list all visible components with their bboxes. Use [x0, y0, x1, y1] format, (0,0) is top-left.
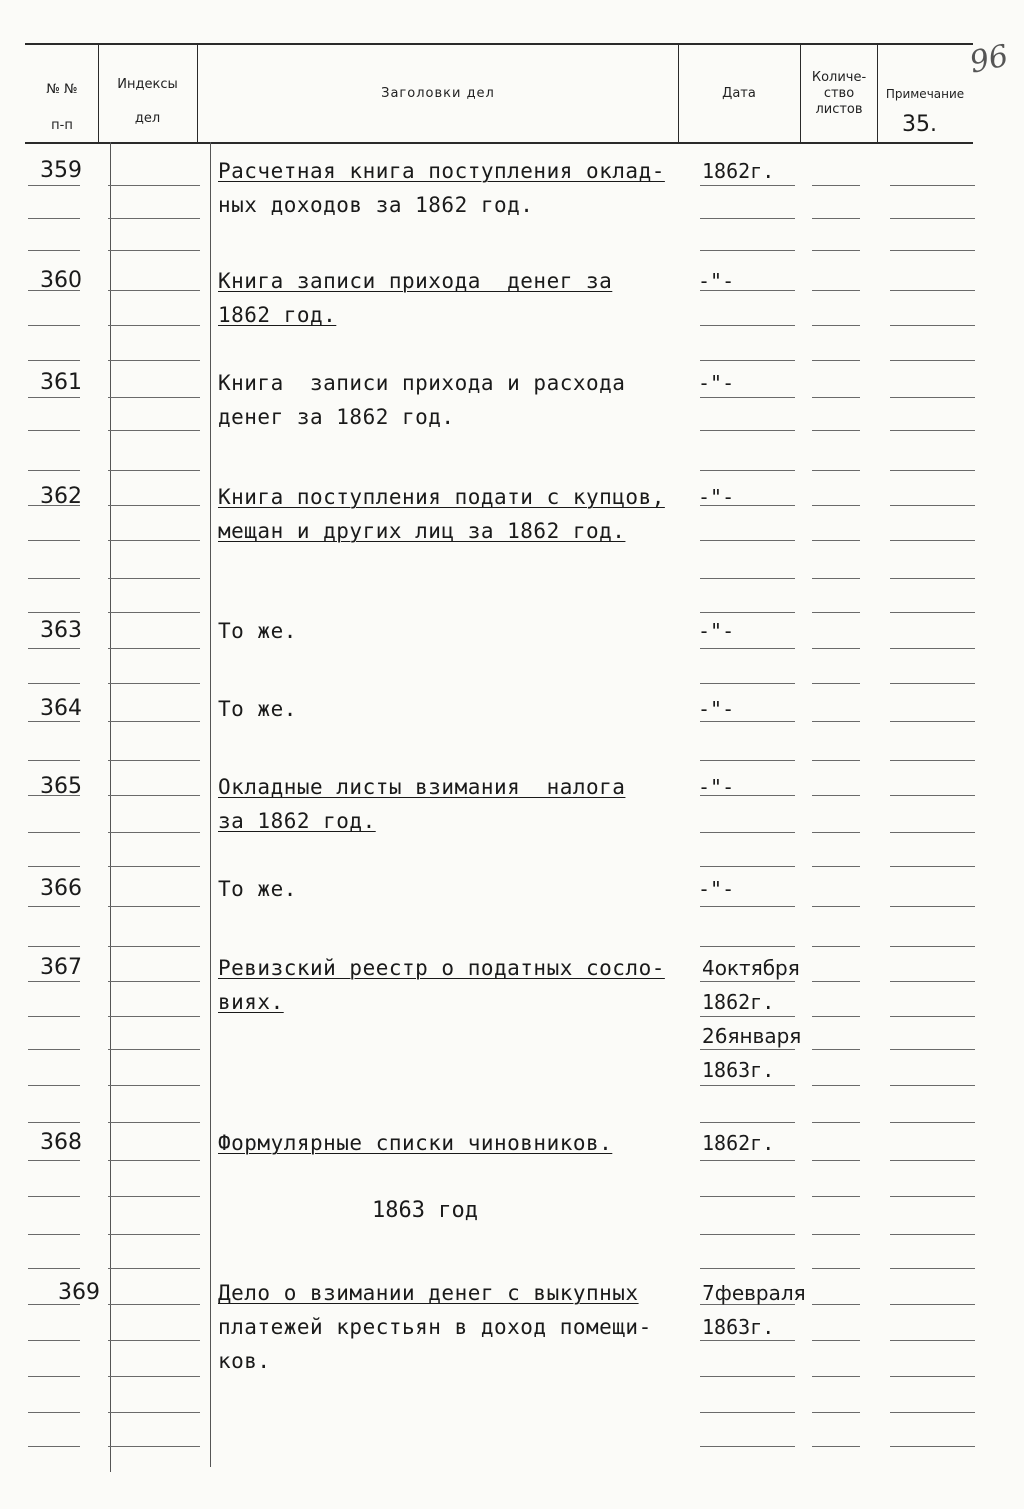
item-date: [698, 872, 734, 906]
item-title-line: Книга записи прихода и расхода: [218, 371, 626, 395]
rule-line: [108, 1160, 200, 1161]
item-title-line: за 1862 год.: [218, 809, 376, 833]
rule-line: [812, 218, 860, 219]
rule-line: [890, 1122, 975, 1123]
rule-line: [812, 360, 860, 361]
rule-line: [108, 470, 200, 471]
rule-line: [812, 325, 860, 326]
col-divider-2: [197, 44, 198, 142]
rule-line: [890, 1376, 975, 1377]
item-date-line: 1862г.: [702, 159, 775, 183]
item-title-line: 1862 год.: [218, 303, 337, 327]
rule-line: [700, 1268, 795, 1269]
item-date-line: -"-: [698, 371, 735, 395]
rule-line: [890, 1196, 975, 1197]
rule-line: [890, 470, 975, 471]
rule-line: [890, 866, 975, 867]
item-title: [218, 951, 665, 1019]
rule-line: [108, 832, 200, 833]
rule-line: [28, 218, 80, 219]
rule-line: [812, 832, 860, 833]
rule-line: [108, 1376, 200, 1377]
rule-line: [108, 1196, 200, 1197]
top-border: [25, 43, 973, 45]
item-number: 360: [40, 268, 82, 293]
rule-line: [812, 1234, 860, 1235]
rule-line: [108, 325, 200, 326]
rule-line: [812, 946, 860, 947]
rule-line: [890, 1160, 975, 1161]
rule-line: [812, 648, 860, 649]
rule-line: [890, 325, 975, 326]
rule-line: [890, 1085, 975, 1086]
rule-line: [28, 430, 80, 431]
item-date-line: -"-: [698, 877, 735, 901]
rule-line: [700, 683, 795, 684]
header-note: Примечание: [885, 87, 965, 101]
rule-line: [890, 1446, 975, 1447]
rule-line: [108, 360, 200, 361]
rule-line: [890, 505, 975, 506]
item-title: [218, 366, 625, 434]
item-date-line: 1863г.: [702, 1315, 775, 1339]
item-title-line: Формулярные списки чиновников.: [218, 1131, 613, 1155]
item-title: [218, 770, 625, 838]
rule-line: [28, 1196, 80, 1197]
rule-line: [108, 1122, 200, 1123]
item-title-line: Расчетная книга поступления оклад-: [218, 159, 665, 183]
item-date: [702, 1126, 774, 1160]
rule-line: [700, 1160, 795, 1161]
rule-line: [700, 470, 795, 471]
rule-line: [812, 540, 860, 541]
rule-line: [28, 1016, 80, 1017]
item-date: [698, 614, 734, 648]
rule-line: [812, 612, 860, 613]
rule-line: [812, 397, 860, 398]
rule-line: [108, 1412, 200, 1413]
rule-line: [700, 1412, 795, 1413]
rule-line: [890, 1234, 975, 1235]
rule-line: [108, 906, 200, 907]
rule-line: [812, 1122, 860, 1123]
rule-line: [890, 1340, 975, 1341]
rule-line: [890, 578, 975, 579]
rule-line: [700, 578, 795, 579]
rule-line: [108, 1085, 200, 1086]
rule-line: [108, 795, 200, 796]
rule-line: [890, 1049, 975, 1050]
rule-line: [812, 1446, 860, 1447]
rule-line: [108, 1234, 200, 1235]
item-title-line: денег за 1862 год.: [218, 405, 455, 429]
rule-line: [812, 470, 860, 471]
rule-line: [700, 218, 795, 219]
item-title: [218, 872, 297, 906]
rule-line: [108, 981, 200, 982]
item-date: [698, 264, 734, 298]
item-title: [218, 692, 297, 726]
rule-line: [890, 1268, 975, 1269]
rule-line: [108, 648, 200, 649]
item-date: [698, 480, 734, 514]
rule-line: [812, 430, 860, 431]
rule-line: [700, 1196, 795, 1197]
item-date: [702, 951, 801, 1087]
rule-line: [890, 360, 975, 361]
header-bottom-border: [25, 142, 973, 144]
rule-line: [812, 760, 860, 761]
rule-line: [28, 578, 80, 579]
rule-line: [812, 906, 860, 907]
rule-line: [108, 397, 200, 398]
rule-line: [812, 1160, 860, 1161]
item-date-line: -"-: [698, 619, 735, 643]
item-title-line: ков.: [218, 1349, 271, 1373]
rule-line: [108, 540, 200, 541]
item-date-line: -"-: [698, 697, 735, 721]
item-title-line: Окладные листы взимания налога: [218, 775, 626, 799]
rule-line: [890, 683, 975, 684]
body-divider-2: [210, 142, 211, 1467]
rule-line: [28, 981, 80, 982]
item-number: 361: [40, 370, 82, 395]
item-date-line: 1863г.: [702, 1058, 775, 1082]
rule-line: [812, 250, 860, 251]
rule-line: [700, 1234, 795, 1235]
item-date-line: 26января: [702, 1024, 802, 1048]
rule-line: [890, 612, 975, 613]
rule-line: [108, 505, 200, 506]
rule-line: [28, 1234, 80, 1235]
rule-line: [108, 1268, 200, 1269]
rule-line: [28, 1085, 80, 1086]
item-title-line: ных доходов за 1862 год.: [218, 193, 534, 217]
rule-line: [812, 1304, 860, 1305]
item-number: 369: [58, 1280, 100, 1305]
item-date: [702, 1276, 806, 1344]
header-sheets: Количе- ство листов: [811, 70, 867, 117]
rule-line: [28, 1160, 80, 1161]
item-title: [218, 480, 665, 548]
rule-line: [28, 397, 80, 398]
rule-line: [28, 540, 80, 541]
item-date-line: -"-: [698, 269, 735, 293]
rule-line: [700, 360, 795, 361]
rule-line: [812, 1049, 860, 1050]
rule-line: [108, 760, 200, 761]
rule-line: [28, 866, 80, 867]
body-divider-1: [110, 142, 111, 1472]
rule-line: [700, 946, 795, 947]
rule-line: [700, 760, 795, 761]
rule-line: [108, 1016, 200, 1017]
item-title: [218, 1126, 612, 1160]
rule-line: [28, 760, 80, 761]
item-title: [218, 1276, 652, 1378]
rule-line: [812, 185, 860, 186]
rule-line: [28, 185, 80, 186]
rule-line: [108, 185, 200, 186]
rule-line: [812, 1340, 860, 1341]
item-date-line: 1862г.: [702, 1131, 775, 1155]
rule-line: [700, 430, 795, 431]
rule-line: [28, 1122, 80, 1123]
item-date: [698, 770, 734, 804]
rule-line: [700, 1446, 795, 1447]
rule-line: [812, 795, 860, 796]
rule-line: [812, 721, 860, 722]
rule-line: [890, 250, 975, 251]
rule-line: [28, 648, 80, 649]
rule-line: [890, 648, 975, 649]
rule-line: [28, 721, 80, 722]
rule-line: [108, 290, 200, 291]
rule-line: [890, 185, 975, 186]
rule-line: [890, 721, 975, 722]
rule-line: [812, 1412, 860, 1413]
rule-line: [812, 1016, 860, 1017]
rule-line: [108, 866, 200, 867]
item-number: 362: [40, 484, 82, 509]
header-date: Дата: [722, 86, 756, 101]
rule-line: [700, 832, 795, 833]
header-title: Заголовки дел: [381, 86, 495, 101]
rule-line: [108, 1049, 200, 1050]
item-title-line: То же.: [218, 619, 297, 643]
rule-line: [890, 906, 975, 907]
rule-line: [812, 505, 860, 506]
col-divider-3: [678, 44, 679, 142]
rule-line: [108, 250, 200, 251]
rule-line: [28, 470, 80, 471]
item-date-line: 4октября: [702, 956, 800, 980]
rule-line: [28, 250, 80, 251]
rule-line: [700, 648, 795, 649]
rule-line: [812, 578, 860, 579]
item-title: [218, 154, 665, 222]
item-date-line: -"-: [698, 485, 735, 509]
rule-line: [108, 1446, 200, 1447]
rule-line: [28, 360, 80, 361]
rule-line: [700, 612, 795, 613]
rule-line: [28, 612, 80, 613]
rule-line: [890, 397, 975, 398]
rule-line: [700, 1376, 795, 1377]
item-date-line: -"-: [698, 775, 735, 799]
item-number: 364: [40, 696, 82, 721]
item-title-line: мещан и других лиц за 1862 год.: [218, 519, 626, 543]
rule-line: [28, 906, 80, 907]
rule-line: [812, 1085, 860, 1086]
rule-line: [812, 1196, 860, 1197]
rule-line: [890, 795, 975, 796]
rule-line: [108, 430, 200, 431]
rule-line: [890, 760, 975, 761]
rule-line: [700, 1122, 795, 1123]
item-title-line: виях.: [218, 990, 284, 1014]
rule-line: [108, 578, 200, 579]
rule-line: [890, 1412, 975, 1413]
rule-line: [700, 250, 795, 251]
rule-line: [28, 1268, 80, 1269]
rule-line: [890, 832, 975, 833]
rule-line: [28, 683, 80, 684]
header-number: № № п-п: [46, 82, 78, 133]
item-number: 363: [40, 618, 82, 643]
rule-line: [812, 981, 860, 982]
rule-line: [700, 325, 795, 326]
item-number: 368: [40, 1130, 82, 1155]
col-divider-4: [800, 44, 801, 142]
item-title-line: То же.: [218, 697, 297, 721]
item-date: [698, 692, 734, 726]
rule-line: [890, 290, 975, 291]
item-number: 366: [40, 876, 82, 901]
rule-line: [890, 946, 975, 947]
rule-line: [28, 946, 80, 947]
rule-line: [108, 1304, 200, 1305]
rule-line: [890, 218, 975, 219]
rule-line: [28, 1446, 80, 1447]
item-date: [702, 154, 774, 188]
rule-line: [28, 1049, 80, 1050]
rule-line: [28, 832, 80, 833]
rule-line: [812, 1268, 860, 1269]
item-date-line: 7февраля: [702, 1281, 806, 1305]
item-date: [698, 366, 734, 400]
item-title-line: Книга записи прихода денег за: [218, 269, 613, 293]
section-heading: 1863 год: [372, 1198, 478, 1223]
item-title-line: Дело о взимании денег с выкупных: [218, 1281, 639, 1305]
item-title-line: Ревизский реестр о податных сосло-: [218, 956, 665, 980]
rule-line: [108, 218, 200, 219]
item-title-line: То же.: [218, 877, 297, 901]
item-title: [218, 264, 612, 332]
rule-line: [890, 1016, 975, 1017]
rule-line: [890, 430, 975, 431]
rule-line: [28, 325, 80, 326]
rule-line: [28, 1376, 80, 1377]
rule-line: [108, 1340, 200, 1341]
rule-line: [700, 540, 795, 541]
rule-line: [812, 866, 860, 867]
rule-line: [890, 540, 975, 541]
item-number: 365: [40, 774, 82, 799]
page-number: 35.: [902, 112, 937, 137]
item-title: [218, 614, 297, 648]
rule-line: [28, 1412, 80, 1413]
rule-line: [108, 946, 200, 947]
rule-line: [890, 1304, 975, 1305]
item-number: 359: [40, 158, 82, 183]
rule-line: [812, 290, 860, 291]
rule-line: [700, 866, 795, 867]
corner-handwritten-mark: 96: [966, 38, 1012, 81]
col-divider-1: [98, 44, 99, 142]
rule-line: [812, 1376, 860, 1377]
rule-line: [700, 906, 795, 907]
rule-line: [28, 1340, 80, 1341]
rule-line: [108, 683, 200, 684]
rule-line: [890, 981, 975, 982]
item-title-line: Книга поступления подати с купцов,: [218, 485, 665, 509]
item-number: 367: [40, 955, 82, 980]
rule-line: [812, 683, 860, 684]
header-index: Индексы дел: [117, 77, 178, 126]
rule-line: [108, 721, 200, 722]
item-title-line: платежей крестьян в доход помещи-: [218, 1315, 652, 1339]
rule-line: [108, 612, 200, 613]
item-date-line: 1862г.: [702, 990, 775, 1014]
